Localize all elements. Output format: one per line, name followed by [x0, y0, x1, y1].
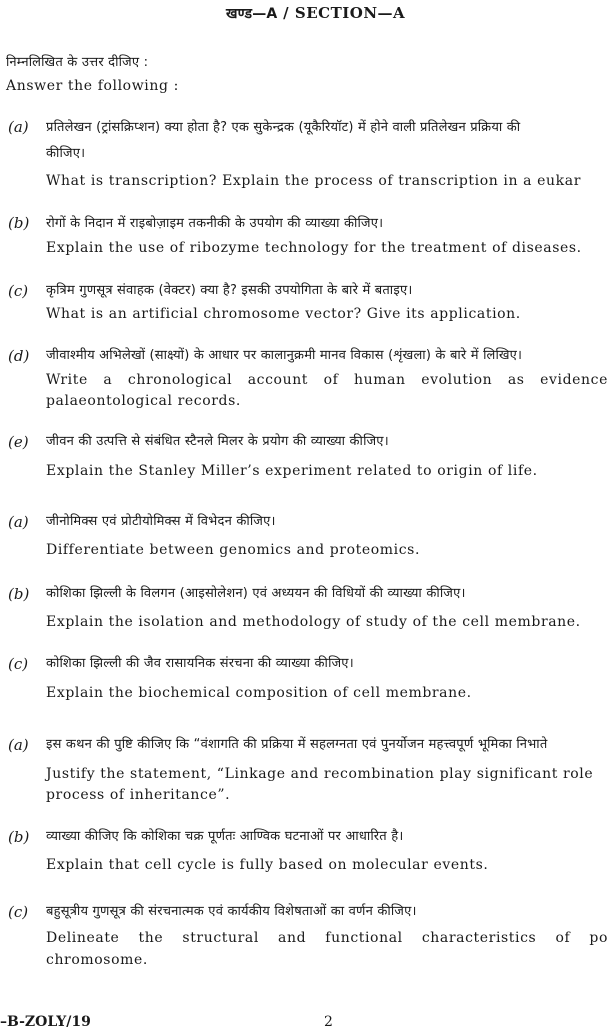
question-hindi: प्रतिलेखन (ट्रांसक्रिप्शन) क्या होता है? एक सुकेन्द्रक (यूकैरियॉट) में होने वाली प्रतिलेखन प्रक्रिया की: [46, 120, 521, 135]
question-english-cont: chromosome.: [46, 952, 148, 968]
question-label: (a): [8, 513, 29, 531]
page-number: 2: [324, 1014, 334, 1030]
question-hindi: जीवन की उत्पत्ति से संबंधित स्टैनले मिलर के प्रयोग की व्याख्या कीजिए।: [46, 434, 389, 449]
question-english: Explain the isolation and methodology of study of the cell membrane.: [46, 614, 581, 630]
question-english: Write a chronological account of human evolution as evidence: [46, 372, 608, 388]
question-hindi: कोशिका झिल्ली के विलगन (आइसोलेशन) एवं अध्ययन की विधियों की व्याख्या कीजिए।: [46, 586, 466, 601]
section-title-separator: /: [283, 4, 290, 22]
question-hindi: बहुसूत्रीय गुणसूत्र की संरचनात्मक एवं कार्यकीय विशेषताओं का वर्णन कीजिए।: [46, 904, 417, 919]
question-hindi-cont: कीजिए।: [46, 146, 86, 161]
section-title: [226, 4, 405, 23]
question-label: (b): [8, 214, 30, 232]
question-label: (a): [8, 736, 29, 754]
question-label: (c): [8, 655, 29, 673]
question-english-cont: palaeontological records.: [46, 393, 241, 409]
instruction-english: Answer the following :: [6, 78, 179, 94]
question-hindi: कोशिका झिल्ली की जैव रासायनिक संरचना की व्याख्या कीजिए।: [46, 656, 354, 671]
question-english: Delineate the structural and functional characteristics of po: [46, 930, 608, 946]
question-label: (a): [8, 118, 29, 136]
question-hindi: जीनोमिक्स एवं प्रोटीयोमिक्स में विभेदन कीजिए।: [46, 514, 276, 529]
question-hindi: रोगों के निदान में राइबोज़ाइम तकनीकी के उपयोग की व्याख्या कीजिए।: [46, 216, 384, 231]
paper-code: –B-ZOLY/19: [0, 1014, 91, 1030]
section-title-hindi: खण्ड—A: [226, 6, 278, 22]
question-english: Justify the statement, “Linkage and recombination play significant role: [46, 766, 594, 782]
section-title-english: SECTION—A: [294, 4, 406, 22]
question-hindi: जीवाश्मीय अभिलेखों (साक्ष्यों) के आधार पर कालानुक्रमी मानव विकास (शृंखला) के बारे में लिखिए।: [46, 348, 523, 363]
question-english: What is transcription? Explain the process of transcription in a eukar: [46, 173, 582, 189]
question-label: (c): [8, 282, 29, 300]
question-english: Explain the use of ribozyme technology for the treatment of diseases.: [46, 240, 582, 256]
question-english: Differentiate between genomics and proteomics.: [46, 542, 420, 558]
question-english: What is an artificial chromosome vector? Give its application.: [46, 306, 521, 322]
question-label: (b): [8, 828, 30, 846]
question-label: (c): [8, 903, 29, 921]
instruction-hindi: निम्नलिखित के उत्तर दीजिए :: [6, 55, 149, 70]
question-hindi: व्याख्या कीजिए कि कोशिका चक्र पूर्णतः आण्विक घटनाओं पर आधारित है।: [46, 829, 404, 844]
question-english: Explain the biochemical composition of cell membrane.: [46, 685, 472, 701]
question-label: (d): [8, 347, 30, 365]
question-english: Explain the Stanley Miller’s experiment related to origin of life.: [46, 463, 538, 479]
question-hindi: कृत्रिम गुणसूत्र संवाहक (वेक्टर) क्या है? इसकी उपयोगिता के बारे में बताइए।: [46, 283, 413, 298]
question-hindi: इस कथन की पुष्टि कीजिए कि “वंशागति की प्रक्रिया में सहलग्नता एवं पुनर्योजन महत्त्वपूर्ण भूमिका निभाते: [46, 737, 548, 752]
question-english-cont: process of inheritance”.: [46, 787, 231, 803]
question-english: Explain that cell cycle is fully based on molecular events.: [46, 857, 489, 873]
question-label: (e): [8, 433, 29, 451]
question-label: (b): [8, 585, 30, 603]
